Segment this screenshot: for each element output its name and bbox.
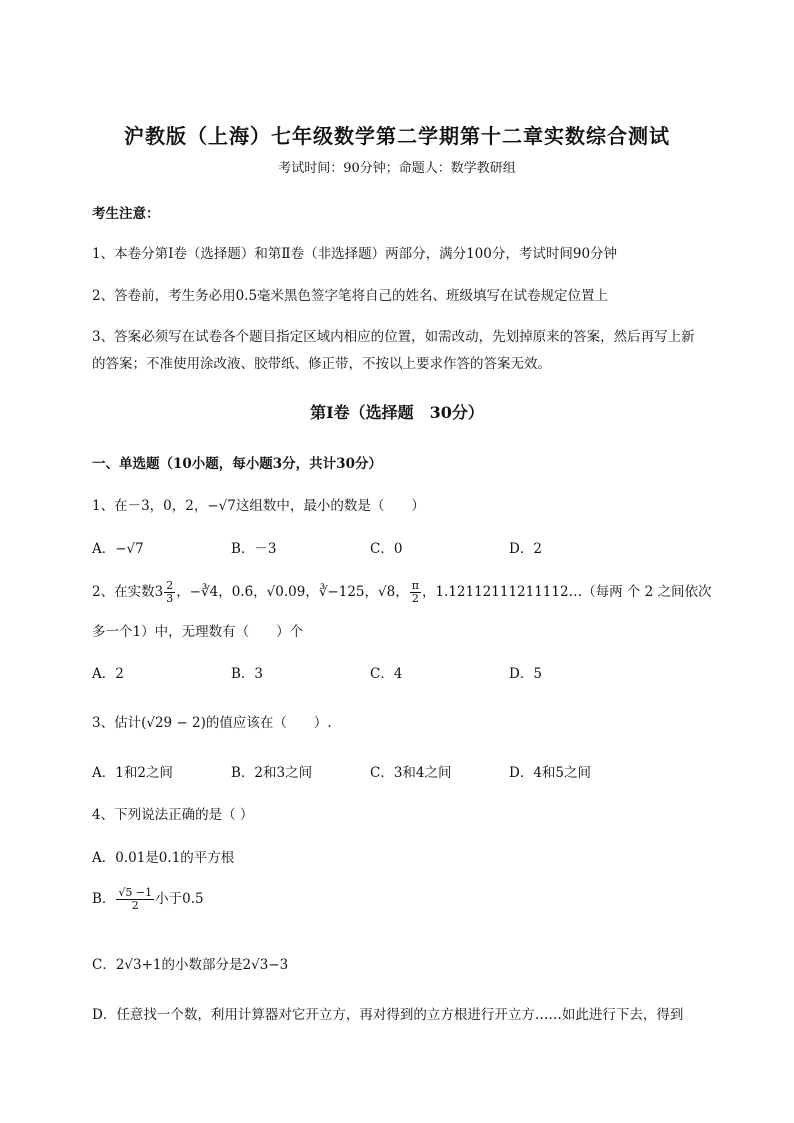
notice-item: 1、本卷分第I卷（选择题）和第Ⅱ卷（非选择题）两部分，满分100分，考试时间90分钟 bbox=[92, 246, 618, 262]
notice-item: 2、答卷前，考生务必用0.5毫米黑色签字笔将自己的姓名、班级填写在试卷规定位置上 bbox=[92, 288, 609, 304]
q2-pi-num: π bbox=[411, 579, 419, 592]
section-title: 第I卷（选择题 30分） bbox=[310, 403, 484, 422]
q2-stem-list: ，−∛4，0.6̇，√0.09，∛−125，√8， bbox=[176, 584, 409, 600]
q2-pi-fraction bbox=[410, 580, 421, 605]
q2-option-c: C．4 bbox=[370, 666, 403, 682]
q4-option-b-den: 2 bbox=[131, 899, 139, 912]
q2-option-b: B．3 bbox=[231, 666, 264, 682]
part-heading: 一、单选题（10小题，每小题3分，共计30分） bbox=[92, 456, 382, 472]
q3-option-d: D．4和5之间 bbox=[509, 765, 592, 781]
page-title: 沪教版（上海）七年级数学第二学期第十二章实数综合测试 bbox=[124, 124, 670, 148]
question-3-stem bbox=[92, 711, 332, 731]
q4-option-b bbox=[92, 887, 204, 912]
q4-option-b-fraction bbox=[116, 887, 154, 912]
q2-whole-part: 3 bbox=[154, 584, 164, 600]
q1-stem-post: 这组数中，最小的数是（ ） bbox=[235, 498, 425, 514]
notice-item: 的答案；不准使用涂改液、胶带纸、修正带，不按以上要求作答的答案无效。 bbox=[92, 356, 551, 372]
q1-option-d: D．2 bbox=[509, 541, 542, 557]
q2-option-a: A．2 bbox=[92, 666, 124, 682]
q2-fraction bbox=[164, 580, 175, 605]
q1-option-c: C．0 bbox=[370, 541, 403, 557]
question-2-stem bbox=[92, 580, 712, 605]
q4-option-a: A．0.01是0.1的平方根 bbox=[92, 850, 235, 866]
q2-frac-num: 2 bbox=[166, 579, 174, 592]
question-1-stem bbox=[92, 494, 425, 514]
q3-option-a: A．1和2之间 bbox=[92, 765, 173, 781]
q3-stem-math: (√29 − 2) bbox=[141, 715, 206, 731]
notice-heading: 考生注意： bbox=[92, 206, 160, 222]
q4-option-b-num: √5 −1 bbox=[118, 886, 153, 899]
question-4-stem: 4、下列说法正确的是（ ） bbox=[92, 807, 254, 823]
q4-option-c: C．2√3+1的小数部分是2√3−3 bbox=[92, 957, 289, 973]
exam-subtitle: 考试时间：90分钟；命题人：数学教研组 bbox=[278, 161, 516, 176]
q2-stem-line2: 多一个1）中，无理数有（ ）个 bbox=[92, 624, 304, 640]
q1-stem-math: −√7 bbox=[207, 498, 236, 514]
q3-stem-pre: 3、估计 bbox=[92, 715, 142, 731]
notice-item: 3、答案必须写在试卷各个题目指定区域内相应的位置，如需改动，先划掉原来的答案，然后再写上新 bbox=[92, 329, 695, 345]
q1-option-a: A．−√7 bbox=[92, 541, 144, 557]
q4-option-b-prefix: B． bbox=[92, 891, 116, 907]
q2-stem-post: ，1.12112111211112…（每两 个 2 之间依次 bbox=[421, 584, 712, 600]
q3-option-b: B．2和3之间 bbox=[231, 765, 313, 781]
q3-option-c: C．3和4之间 bbox=[370, 765, 452, 781]
q3-stem-post: 的值应该在（ ）. bbox=[205, 715, 332, 731]
q1-option-b: B．－3 bbox=[231, 541, 277, 557]
q2-pi-den: 2 bbox=[411, 592, 419, 605]
q2-option-d: D．5 bbox=[509, 666, 542, 682]
q4-option-b-suffix: 小于0.5 bbox=[155, 891, 204, 907]
q2-stem-pre: 2、在实数 bbox=[92, 584, 155, 600]
q4-option-d: D．任意找一个数，利用计算器对它开立方，再对得到的立方根进行开立方……如此进行下去，得到 bbox=[92, 1007, 684, 1023]
q1-stem-pre: 1、在－3，0，2， bbox=[92, 498, 208, 514]
q2-frac-den: 3 bbox=[166, 592, 174, 605]
